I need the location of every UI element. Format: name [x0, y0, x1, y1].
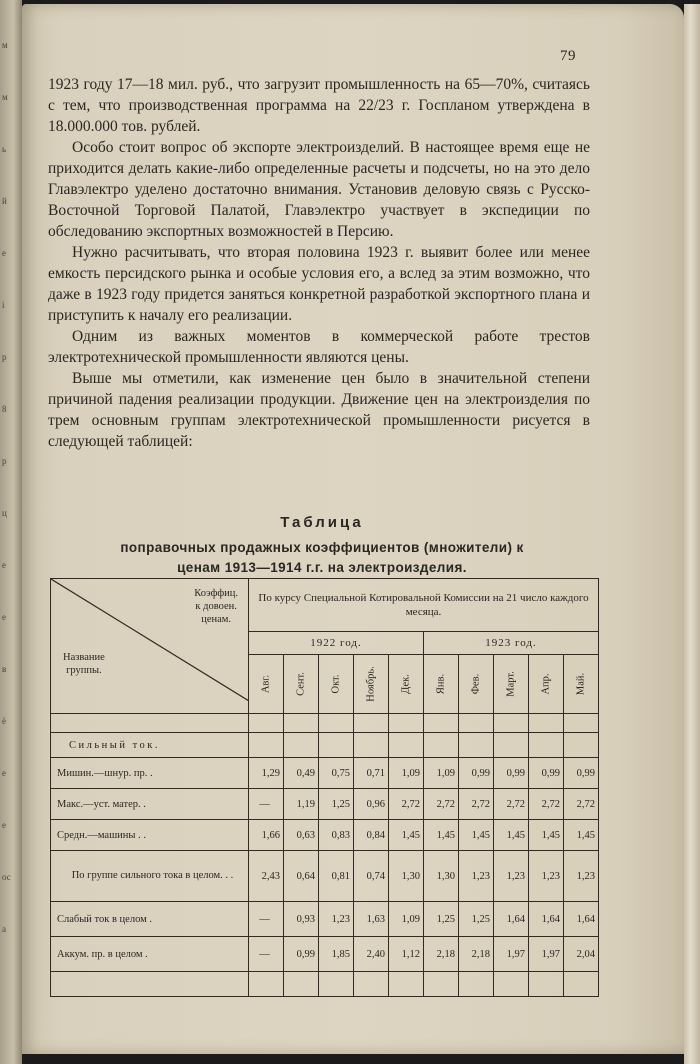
value-cell: — [249, 902, 284, 937]
empty-cell [494, 972, 529, 997]
month-header [529, 655, 564, 714]
row-label: Слабый ток в целом . [51, 902, 249, 937]
month-label: Ноябрь. [365, 666, 377, 702]
diagonal-header-coefficient [194, 587, 238, 626]
value-cell: 1,23 [319, 902, 354, 937]
value-cell: 2,72 [564, 789, 599, 820]
empty-cell [494, 714, 529, 733]
previous-page-fragment: і [2, 300, 5, 310]
empty-cell [354, 972, 389, 997]
paragraph: Нужно расчитывать, что вторая половина 1923 г. выявит более или менее емкость персидского рынка и особые условия его, а вслед за этим возможно, что даже в 1923 году придется заняться конкретной разработкой экспортного плана и приступить к началу его реализации. [48, 244, 590, 324]
previous-page-fragment: ос [2, 872, 11, 882]
value-cell: 0,63 [284, 820, 319, 851]
value-cell: 1,23 [529, 851, 564, 902]
empty-cell [459, 972, 494, 997]
table-title: Таблица [280, 514, 364, 531]
value-cell: 1,64 [564, 902, 599, 937]
previous-page-fragment: й [2, 196, 7, 206]
body-text [48, 74, 590, 452]
page-number: 79 [560, 48, 576, 64]
empty-cell [51, 972, 249, 997]
table-row [51, 851, 599, 902]
empty-cell [389, 972, 424, 997]
empty-cell [459, 733, 494, 758]
value-cell: — [249, 789, 284, 820]
diagonal-header-text: к довоен. [195, 601, 237, 612]
section-label: Сильный ток. [51, 733, 249, 758]
value-cell: 1,45 [494, 820, 529, 851]
empty-cell [424, 972, 459, 997]
value-cell: 1,45 [529, 820, 564, 851]
diagonal-header-text: группы. [66, 665, 102, 676]
value-cell: 1,64 [494, 902, 529, 937]
previous-page-edge [0, 0, 22, 1064]
value-cell: 0,64 [284, 851, 319, 902]
table-subtitle [32, 538, 612, 578]
diagonal-header-text: ценам. [201, 614, 232, 625]
value-cell: 1,45 [424, 820, 459, 851]
section-row [51, 733, 599, 758]
empty-cell [564, 714, 599, 733]
value-cell: 1,29 [249, 758, 284, 789]
empty-cell [389, 733, 424, 758]
empty-cell [284, 714, 319, 733]
month-header [354, 655, 389, 714]
value-cell: 0,84 [354, 820, 389, 851]
value-cell: 0,71 [354, 758, 389, 789]
row-label: Средн.—машины . . [51, 820, 249, 851]
month-header [284, 655, 319, 714]
month-header [249, 655, 284, 714]
value-cell: 2,72 [459, 789, 494, 820]
value-cell: 1,45 [459, 820, 494, 851]
month-label: Апр. [540, 673, 552, 695]
value-cell: 0,81 [319, 851, 354, 902]
previous-page-text-fragments [2, 0, 20, 1064]
paragraph: Выше мы отметили, как изменение цен было в значительной степени причиной падения реализации продукции. Движение цен на электроизделия по трем основным группам электротехнической промышленности рисуется в следующей таблицей: [48, 370, 590, 450]
value-cell: 1,30 [389, 851, 424, 902]
month-label: Фев. [470, 673, 482, 695]
value-cell: 1,12 [389, 937, 424, 972]
diagonal-header-cell [51, 579, 249, 714]
diagonal-header-group-name [63, 651, 105, 677]
coefficient-table [50, 578, 599, 997]
value-cell: 1,25 [424, 902, 459, 937]
value-cell: 1,09 [389, 758, 424, 789]
value-cell: 0,99 [494, 758, 529, 789]
value-cell: 0,99 [284, 937, 319, 972]
empty-cell [249, 714, 284, 733]
main-column-header: По курсу Специальной Котировальной Комиссии на 21 число каждого месяца. [249, 579, 599, 632]
table-row [51, 937, 599, 972]
page-stack-edge [684, 4, 700, 1064]
empty-cell [354, 733, 389, 758]
value-cell: 1,85 [319, 937, 354, 972]
value-cell: 1,09 [424, 758, 459, 789]
month-header [319, 655, 354, 714]
value-cell: 0,83 [319, 820, 354, 851]
value-cell: 1,19 [284, 789, 319, 820]
value-cell: 2,40 [354, 937, 389, 972]
value-cell: 2,43 [249, 851, 284, 902]
previous-page-fragment: e [2, 612, 6, 622]
previous-page-fragment: е [2, 248, 6, 258]
value-cell: 1,45 [389, 820, 424, 851]
month-label: Дек. [400, 674, 412, 694]
table-row [51, 902, 599, 937]
empty-cell [389, 714, 424, 733]
previous-page-fragment: м [2, 40, 8, 50]
empty-cell [284, 972, 319, 997]
value-cell: 1,45 [564, 820, 599, 851]
value-cell: 0,99 [459, 758, 494, 789]
row-label: Мишин.—шнур. пр. . [51, 758, 249, 789]
value-cell: 2,18 [424, 937, 459, 972]
value-cell: 2,04 [564, 937, 599, 972]
spacer-row [51, 972, 599, 997]
empty-cell [459, 714, 494, 733]
month-label: Май. [575, 672, 587, 696]
value-cell: 1,64 [529, 902, 564, 937]
month-label: Авг. [260, 674, 272, 694]
value-cell: — [249, 937, 284, 972]
diagonal-header-text: Коэффиц. [194, 588, 238, 599]
value-cell: 1,66 [249, 820, 284, 851]
empty-cell [319, 714, 354, 733]
paragraph: Особо стоит вопрос об экспорте электроизделий. В настоящее время еще не приходится делать какие-либо определенные расчеты и подсчеты, но на это дело Главэлектро уделено достаточно внимания. Установив деловую связь с Русско-Восточной Торговой Палатой, Главэлектро участвует в экспедиции по обследованию экспортных возможностей в Персию. [48, 139, 590, 240]
empty-cell [424, 733, 459, 758]
value-cell: 0,99 [529, 758, 564, 789]
previous-page-fragment: а [2, 924, 6, 934]
paragraph: 1923 году 17—18 мил. руб., что загрузит промышленность на 65—70%, считаясь с тем, что производственная программа на 22/23 г. Госпланом утверждена в 18.000.000 тов. рублей. [48, 76, 590, 135]
value-cell: 1,23 [564, 851, 599, 902]
empty-cell [354, 714, 389, 733]
value-cell: 1,97 [529, 937, 564, 972]
row-label: По группе сильного тока в целом. . . [51, 851, 249, 902]
month-header [564, 655, 599, 714]
value-cell: 2,72 [529, 789, 564, 820]
value-cell: 1,23 [459, 851, 494, 902]
value-cell: 0,75 [319, 758, 354, 789]
value-cell: 0,99 [564, 758, 599, 789]
table-heading [32, 512, 612, 578]
previous-page-fragment: ц [2, 508, 7, 518]
value-cell: 1,25 [459, 902, 494, 937]
empty-cell [424, 714, 459, 733]
row-label: Аккум. пр. в целом . [51, 937, 249, 972]
month-label: Окт. [330, 674, 342, 694]
empty-cell [249, 972, 284, 997]
value-cell: 0,49 [284, 758, 319, 789]
previous-page-fragment: ь [2, 144, 7, 154]
empty-cell [564, 972, 599, 997]
empty-cell [529, 972, 564, 997]
value-cell: 1,25 [319, 789, 354, 820]
year-1923-header: 1923 год. [424, 632, 599, 655]
month-label: Янв. [435, 673, 447, 695]
row-label: Макс.—уст. матер. . [51, 789, 249, 820]
previous-page-fragment: р [2, 456, 7, 466]
table-subtitle-line: поправочных продажных коэффициентов (множители) к [120, 540, 524, 555]
month-header [424, 655, 459, 714]
value-cell: 2,72 [494, 789, 529, 820]
empty-cell [564, 733, 599, 758]
value-cell: 1,63 [354, 902, 389, 937]
table-row [51, 820, 599, 851]
previous-page-fragment: е [2, 820, 6, 830]
previous-page-fragment: ё [2, 716, 6, 726]
previous-page-fragment: е [2, 768, 6, 778]
month-header [494, 655, 529, 714]
month-header [459, 655, 494, 714]
value-cell: 1,30 [424, 851, 459, 902]
value-cell: 2,72 [389, 789, 424, 820]
empty-cell [249, 733, 284, 758]
value-cell: 1,97 [494, 937, 529, 972]
month-label: Март. [505, 671, 517, 697]
paragraph: Одним из важных моментов в коммерческой работе трестов электротехнической промышленности являются цены. [48, 328, 590, 366]
value-cell: 0,96 [354, 789, 389, 820]
empty-cell [529, 733, 564, 758]
table-row [51, 789, 599, 820]
value-cell: 0,74 [354, 851, 389, 902]
previous-page-fragment: р [2, 352, 7, 362]
previous-page-fragment: в [2, 664, 7, 674]
coefficient-table-wrapper [50, 578, 598, 968]
value-cell: 1,23 [494, 851, 529, 902]
diagonal-header-text: Название [63, 652, 105, 663]
empty-cell [284, 733, 319, 758]
value-cell: 1,09 [389, 902, 424, 937]
previous-page-fragment: е [2, 560, 6, 570]
book-page [22, 4, 684, 1054]
value-cell: 0,93 [284, 902, 319, 937]
empty-cell [529, 714, 564, 733]
spacer-row [51, 714, 599, 733]
value-cell: 2,18 [459, 937, 494, 972]
previous-page-fragment: 8 [2, 404, 7, 414]
empty-cell [494, 733, 529, 758]
empty-cell [319, 972, 354, 997]
table-subtitle-line: ценам 1913—1914 г.г. на электроизделия. [177, 560, 467, 575]
value-cell: 2,72 [424, 789, 459, 820]
empty-cell [51, 714, 249, 733]
month-label: Сент. [295, 672, 307, 696]
previous-page-fragment: м [2, 92, 8, 102]
month-header [389, 655, 424, 714]
year-1922-header: 1922 год. [249, 632, 424, 655]
table-row [51, 758, 599, 789]
empty-cell [319, 733, 354, 758]
